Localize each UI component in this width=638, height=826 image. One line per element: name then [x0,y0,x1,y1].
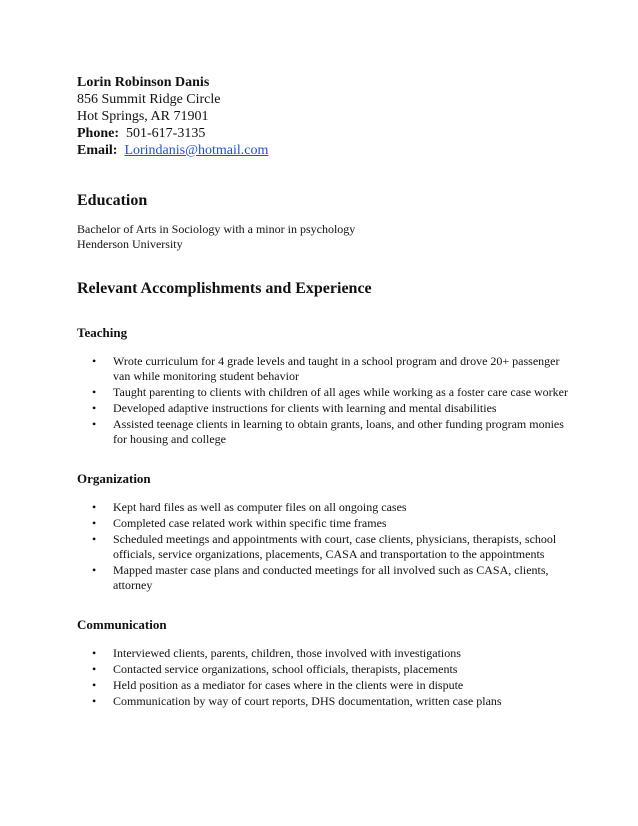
bullet-icon: • [92,516,97,530]
communication-heading: Communication [77,617,167,632]
school-text: Henderson University [77,237,183,251]
list-item: • Wrote curriculum for 4 grade levels and taught in a school program and drove 20+ passenger van while monitoring student behavior [92,354,560,383]
teaching-list [77,354,577,448]
phone-line: Phone: 501-617-3135 [77,126,206,141]
experience-heading: Relevant Accomplishments and Experience [77,280,372,297]
contact-block [77,74,268,159]
address-line-1: 856 Summit Ridge Circle [77,92,221,107]
bullet-icon: • [92,417,97,431]
list-item: • Taught parenting to clients with children of all ages while working as a foster care case worker [92,385,568,399]
list-item: • Contacted service organizations, school officials, therapists, placements [92,662,458,676]
list-item: • Completed case related work within specific time frames [92,516,387,530]
bullet-icon: • [92,563,97,577]
bullet-icon: • [92,532,97,546]
bullet-icon: • [92,694,97,708]
bullet-icon: • [92,385,97,399]
list-item: • Kept hard files as well as computer files on all ongoing cases [92,500,407,514]
applicant-name: Lorin Robinson Danis [77,75,210,90]
list-item: • Interviewed clients, parents, children, those involved with investigations [92,646,461,660]
list-item: • Assisted teenage clients in learning to obtain grants, loans, and other funding program monies for housing and college [92,417,564,446]
email-line: Email: Lorindanis@hotmail.com [77,143,269,158]
phone-label: Phone [77,126,115,141]
bullet-icon: • [92,401,97,415]
bullet-icon: • [92,354,97,368]
communication-list [77,646,577,710]
teaching-heading: Teaching [77,325,128,340]
bullet-icon: • [92,662,97,676]
list-item: • Scheduled meetings and appointments with court, case clients, physicians, therapists, school officials, service organizations, placements, CASA and transportation to the appointments [92,532,557,561]
address-line-2: Hot Springs, AR 71901 [77,109,209,124]
list-item: • Developed adaptive instructions for clients with learning and mental disabilities [92,401,497,415]
degree-text: Bachelor of Arts in Sociology with a minor in psychology [77,222,356,236]
organization-list [77,500,577,594]
education-heading: Education [77,192,148,209]
bullet-icon: • [92,500,97,514]
email-link[interactable]: Lorindanis@hotmail.com [124,143,269,158]
list-item: • Mapped master case plans and conducted meetings for all involved such as CASA, clients, attorney [92,563,549,592]
list-item: • Held position as a mediator for cases where in the clients were in dispute [92,678,464,692]
organization-heading: Organization [77,471,151,486]
bullet-icon: • [92,678,97,692]
list-item: • Communication by way of court reports, DHS documentation, written case plans [92,694,502,708]
bullet-icon: • [92,646,97,660]
phone-value: 501-617-3135 [126,126,206,141]
education-block [77,222,355,252]
email-label: Email [77,143,113,158]
